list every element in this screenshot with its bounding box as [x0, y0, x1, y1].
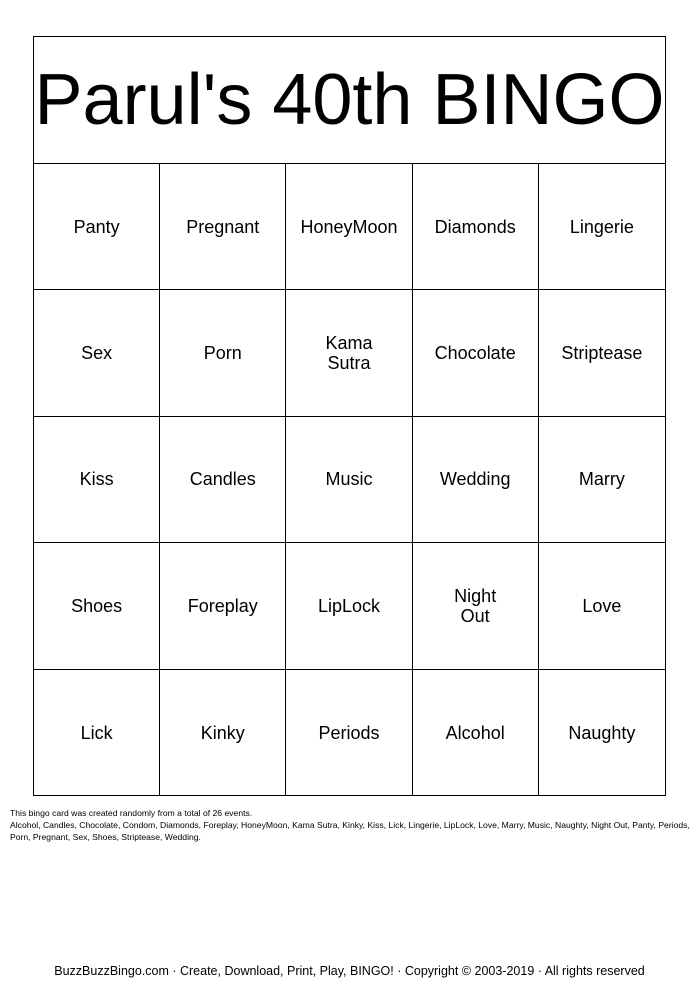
bingo-cell: Kama Sutra	[286, 290, 412, 416]
bingo-grid	[34, 164, 665, 796]
bingo-cell: Night Out	[413, 543, 539, 669]
card-title: Parul's 40th BINGO	[34, 60, 665, 140]
bingo-cell: Kiss	[34, 417, 160, 543]
bingo-card	[33, 36, 666, 796]
bingo-cell: Periods	[286, 670, 412, 796]
bingo-cell: Sex	[34, 290, 160, 416]
bingo-cell: Panty	[34, 164, 160, 290]
bingo-cell: Chocolate	[413, 290, 539, 416]
bingo-cell: HoneyMoon	[286, 164, 412, 290]
notes-events-list: Alcohol, Candles, Chocolate, Condom, Diamonds, Foreplay, HoneyMoon, Kama Sutra, Kinky, Kiss, Lick, Lingerie, LipLock, Love, Marry, Music, Naughty, Night Out, Panty, Periods, Porn, Pregnant, Sex, Shoes, Striptease, Wedding.	[10, 820, 690, 842]
bingo-cell: Foreplay	[160, 543, 286, 669]
bingo-cell: Porn	[160, 290, 286, 416]
bingo-cell: Candles	[160, 417, 286, 543]
bingo-cell: Naughty	[568, 722, 636, 743]
bingo-cell: Lingerie	[539, 164, 665, 290]
bingo-cell: Marry	[539, 417, 665, 543]
bingo-cell: Music	[286, 417, 412, 543]
notes-summary: This bingo card was created randomly from a total of 26 events.	[10, 808, 253, 818]
card-header	[34, 37, 665, 164]
bingo-cell: LipLock	[286, 543, 412, 669]
bingo-cell: Kinky	[160, 670, 286, 796]
bingo-cell: Love	[539, 543, 665, 669]
bingo-cell: Lick	[34, 670, 160, 796]
bingo-cell: Wedding	[413, 417, 539, 543]
bingo-cell: Pregnant	[160, 164, 286, 290]
bingo-cell: Diamonds	[413, 164, 539, 290]
bingo-cell: Alcohol	[413, 670, 539, 796]
card-notes	[10, 807, 690, 843]
bingo-cell: Shoes	[34, 543, 160, 669]
bingo-cell: Striptease	[539, 290, 665, 416]
footer-credit: BuzzBuzzBingo.com · Create, Download, Print, Play, BINGO! · Copyright © 2003-2019 · All rights reserved	[54, 964, 645, 978]
